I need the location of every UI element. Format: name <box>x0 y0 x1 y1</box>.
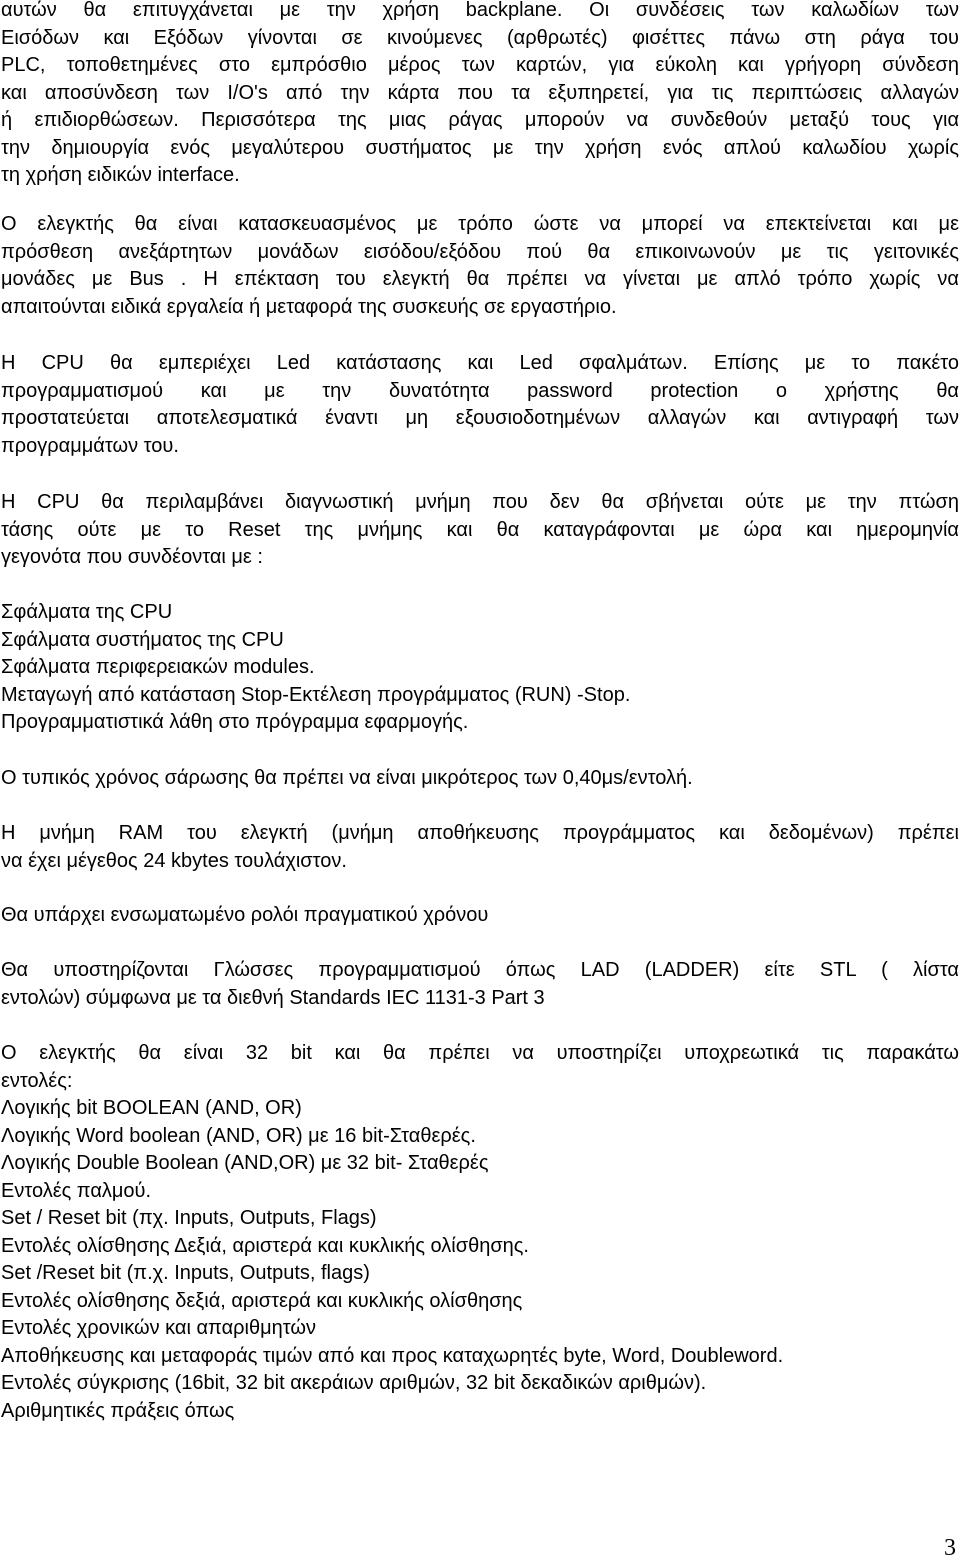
paragraph-backplane-connections <box>1 0 959 190</box>
list-item: Σφάλματα περιφερειακών modules. <box>1 656 315 678</box>
list-item: Εντολές χρονικών και απαριθμητών <box>1 1317 316 1339</box>
text-line: Ο τυπικός χρόνος σάρωσης θα πρέπει να είναι μικρότερος των 0,40μs/εντολή. <box>1 767 693 789</box>
list-item: Set /Reset bit (π.χ. Inputs, Outputs, flags) <box>1 1262 370 1284</box>
list-item: Αριθμητικές πράξεις όπως <box>1 1399 235 1422</box>
text-line: Ο ελεγκτής θα είναι 32 bit και θα πρέπει να υποστηρίζει υποχρεωτικά τις παρακάτω <box>1 1042 959 1064</box>
text-line: Η μνήμη RAM του ελεγκτή (μνήμη αποθήκευσης προγράμματος και δεδομένων) πρέπει <box>1 822 959 844</box>
text-line: εντολές: <box>1 1069 73 1092</box>
text-line: μονάδες με Bus . Η επέκταση του ελεγκτή θα πρέπει να γίνεται με απλό τρόπο χωρίς να <box>1 268 959 290</box>
list-item: Εντολές παλμού. <box>1 1179 152 1202</box>
text-line: Η CPU θα περιλαμβάνει διαγνωστική μνήμη που δεν θα σβήνεται ούτε με την πτώση <box>1 491 959 513</box>
list-item: Αποθήκευσης και μεταφοράς τιμών από και προς καταχωρητές byte, Word, Doubleword. <box>1 1344 784 1367</box>
text-line: PLC, τοποθετημένες στο εμπρόσθιο μέρος των καρτών, για εύκολη και γρήγορη σύνδεση <box>1 54 959 76</box>
text-line: προγραμματισμού και με την δυνατότητα password protection ο χρήστης θα <box>1 379 959 402</box>
text-line: ή επιδιορθώσεων. Περισσότερα της μιας ράγας μπορούν να συνδεθούν μεταξύ τους για <box>1 109 959 131</box>
list-item: Σφάλματα της CPU <box>1 601 173 623</box>
list-item: Εντολές σύγκρισης (16bit, 32 bit ακεράιων αριθμών, 32 bit δεκαδικών αριθμών). <box>1 1372 707 1394</box>
list-item: Λογικής Double Boolean (AND,OR) με 32 bit- Σταθερές <box>1 1152 489 1174</box>
text-line: αυτών θα επιτυγχάνεται με την χρήση backplane. Οι συνδέσεις των καλωδίων των <box>1 0 959 21</box>
text-line: απαιτούνται ειδικά εργαλεία ή μεταφορά της συσκευής σε εργαστήριο. <box>1 295 617 318</box>
list-item: Εντολές ολίσθησης δεξιά, αριστερά και κυκλικής ολίσθησης <box>1 1289 523 1312</box>
text-line: Θα υπάρχει ενσωματωμένο ρολόι πραγματικού χρόνου <box>1 904 489 926</box>
list-logged-events <box>1 599 959 737</box>
list-item: Λογικής Word boolean (AND, OR) με 16 bit-Σταθερές. <box>1 1124 476 1147</box>
text-line: Ο ελεγκτής θα είναι κατασκευασμένος με τρόπο ώστε να μπορεί να επεκτείνεται και με <box>1 213 959 235</box>
page-number: 3 <box>944 1535 956 1561</box>
list-item: Set / Reset bit (πχ. Inputs, Outputs, Flags) <box>1 1207 377 1229</box>
paragraph-controller-expansion <box>1 211 959 321</box>
text-line: Εισόδων και Εξόδων γίνονται σε κινούμενες (αρθρωτές) φισέττες πάνω στη ράγα του <box>1 26 959 49</box>
text-line: Θα υποστηρίζονται Γλώσσες προγραμματισμού όπως LAD (LADDER) είτε STL ( λίστα <box>1 959 959 981</box>
list-supported-instructions <box>1 1040 959 1425</box>
text-line: εντολών) σύμφωνα με τα διεθνή Standards IEC 1131-3 Part 3 <box>1 986 545 1009</box>
list-item: Μεταγωγή από κατάσταση Stop-Εκτέλεση προγράμματος (RUN) -Stop. <box>1 683 631 706</box>
list-item: Λογικής bit BOOLEAN (AND, OR) <box>1 1097 302 1119</box>
list-item: Προγραμματιστικά λάθη στο πρόγραμμα εφαρμογής. <box>1 711 469 733</box>
list-item: Σφάλματα συστήματος της CPU <box>1 628 284 651</box>
text-line: τη χρήση ειδικών interface. <box>1 164 240 186</box>
text-line: προγραμμάτων του. <box>1 434 179 457</box>
text-line: Η CPU θα εμπεριέχει Led κατάστασης και Led σφαλμάτων. Επίσης με το πακέτο <box>1 352 959 374</box>
paragraph-scan-time <box>1 765 959 793</box>
text-line: και αποσύνδεση των I/O's από την κάρτα που τα εξυπηρετεί, για τις περιπτώσεις αλλαγών <box>1 81 959 104</box>
paragraph-diagnostic-memory <box>1 489 959 572</box>
text-line: πρόσθεση ανεξάρτητων μονάδων εισόδου/εξόδου πού θα επικοινωνούν με τις γειτονικές <box>1 240 959 263</box>
paragraph-cpu-leds-password <box>1 350 959 460</box>
text-line: την δημιουργία ενός μεγαλύτερου συστήματος με την χρήση ενός απλού καλωδίου χωρίς <box>1 136 959 159</box>
paragraph-ram-size <box>1 820 959 875</box>
list-item: Εντολές ολίσθησης Δεξιά, αριστερά και κυκλικής ολίσθησης. <box>1 1234 529 1257</box>
text-line: γεγονότα που συνδέονται με : <box>1 546 263 568</box>
text-line: να έχει μέγεθος 24 kbytes τουλάχιστον. <box>1 849 347 872</box>
text-line: προστατεύεται αποτελεσματικά έναντι μη εξουσιοδοτημένων αλλαγών και αντιγραφή των <box>1 407 959 429</box>
text-line: τάσης ούτε με το Reset της μνήμης και θα καταγράφονται με ώρα και ημερομηνία <box>1 518 959 541</box>
paragraph-real-time-clock <box>1 902 959 930</box>
paragraph-programming-languages <box>1 957 959 1012</box>
